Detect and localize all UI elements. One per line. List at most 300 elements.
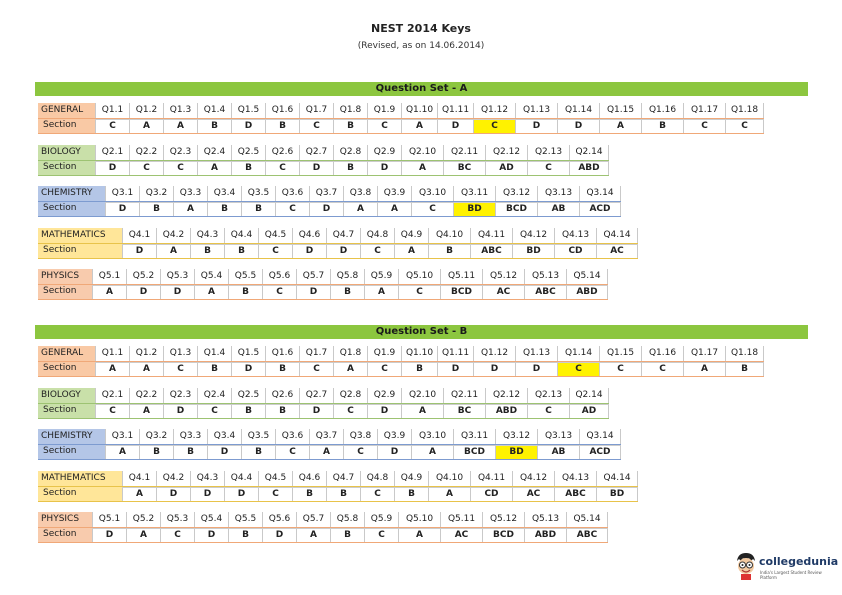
question-cell: Q3.10 [411,429,453,444]
answer-cell: AB [537,445,579,459]
answer-cell: BCD [482,528,524,542]
question-cell: Q1.2 [129,103,163,118]
section-general [38,346,764,377]
answer-cell: A [309,445,343,459]
question-cell: Q5.11 [440,512,482,527]
question-cell: Q4.5 [258,471,292,486]
answer-cell: D [194,528,228,542]
question-cell: Q2.5 [231,145,265,160]
question-row [38,471,638,487]
question-cell: Q5.7 [296,512,330,527]
section-biology [38,388,609,419]
question-cell: Q4.9 [394,471,428,486]
question-cell: Q1.12 [473,103,515,118]
section-mathematics [38,228,638,259]
question-cell: Q2.12 [485,145,527,160]
answer-cell: C [262,285,296,299]
question-cell: Q4.7 [326,228,360,243]
question-cell: Q1.7 [299,346,333,361]
answer-cell: B [228,528,262,542]
question-cell: Q1.6 [265,103,299,118]
question-cell: Q4.2 [156,228,190,243]
section-label: Section [38,528,92,542]
question-cell: Q4.12 [512,471,554,486]
answer-cell: C [129,161,163,175]
answer-cell: D [437,362,473,376]
question-cell: Q2.2 [129,388,163,403]
subject-label: CHEMISTRY [38,429,105,444]
answer-cell: A [394,244,428,258]
answer-cell: D [105,202,139,216]
subject-label: MATHEMATICS [38,228,122,243]
question-cell: Q4.6 [292,228,326,243]
question-cell: Q1.7 [299,103,333,118]
question-cell: Q3.14 [579,186,621,201]
question-cell: Q2.13 [527,388,569,403]
question-cell: Q2.10 [401,145,443,160]
answer-cell: B [641,119,683,133]
answer-cell: ABC [524,285,566,299]
answer-cell: B [394,487,428,501]
question-cell: Q4.10 [428,471,470,486]
section-chemistry [38,186,621,217]
answer-cell: B [292,487,326,501]
subject-label: CHEMISTRY [38,186,105,201]
answer-cell: B [231,404,265,418]
question-cell: Q2.9 [367,145,401,160]
question-cell: Q5.9 [364,512,398,527]
section-physics [38,269,608,300]
answer-cell: B [228,285,262,299]
answer-cell: D [557,119,599,133]
question-cell: Q5.11 [440,269,482,284]
answer-cell: C [641,362,683,376]
question-cell: Q4.9 [394,228,428,243]
answer-cell: B [428,244,470,258]
answer-cell: A [398,528,440,542]
question-cell: Q5.12 [482,269,524,284]
question-cell: Q3.3 [173,186,207,201]
question-cell: Q3.8 [343,186,377,201]
question-cell: Q4.12 [512,228,554,243]
answer-cell: C [599,362,641,376]
question-cell: Q2.8 [333,388,367,403]
question-cell: Q1.14 [557,346,599,361]
question-cell: Q1.16 [641,346,683,361]
answer-cell: A [156,244,190,258]
section-label: Section [38,487,122,501]
collegedunia-logo [734,551,839,581]
question-cell: Q2.4 [197,145,231,160]
answer-cell: D [126,285,160,299]
answer-cell: D [299,404,333,418]
question-cell: Q3.13 [537,186,579,201]
question-cell: Q4.6 [292,471,326,486]
question-cell: Q4.8 [360,471,394,486]
answer-cell: A [333,362,367,376]
question-cell: Q4.5 [258,228,292,243]
answer-cell: C [258,487,292,501]
question-cell: Q3.11 [453,186,495,201]
answer-cell: A [401,161,443,175]
question-cell: Q5.12 [482,512,524,527]
question-cell: Q3.2 [139,186,173,201]
question-cell: Q3.7 [309,186,343,201]
question-cell: Q1.6 [265,346,299,361]
answer-cell: BC [443,161,485,175]
question-cell: Q3.12 [495,186,537,201]
answer-row [38,119,764,134]
answer-cell: A [122,487,156,501]
question-cell: Q3.10 [411,186,453,201]
question-cell: Q2.5 [231,388,265,403]
answer-cell: A [129,119,163,133]
question-cell: Q1.10 [401,346,437,361]
question-cell: Q2.7 [299,145,333,160]
section-label: Section [38,202,105,216]
question-cell: Q1.8 [333,346,367,361]
mascot-face-icon [734,551,758,581]
answer-cell: D [160,285,194,299]
question-cell: Q3.5 [241,186,275,201]
question-cell: Q4.7 [326,471,360,486]
question-cell: Q4.4 [224,228,258,243]
answer-cell: ABD [569,161,609,175]
question-cell: Q5.10 [398,269,440,284]
question-cell: Q2.3 [163,145,197,160]
answer-cell: ABD [485,404,527,418]
question-cell: Q2.1 [95,388,129,403]
question-cell: Q1.1 [95,346,129,361]
question-cell: Q1.17 [683,103,725,118]
answer-cell: ACD [579,445,621,459]
question-cell: Q5.7 [296,269,330,284]
answer-cell: D [367,161,401,175]
question-cell: Q5.10 [398,512,440,527]
question-cell: Q1.3 [163,346,197,361]
answer-cell: D [296,285,330,299]
answer-cell: D [231,119,265,133]
question-cell: Q1.1 [95,103,129,118]
subject-label: BIOLOGY [38,145,95,160]
question-cell: Q1.4 [197,346,231,361]
question-cell: Q5.9 [364,269,398,284]
question-cell: Q4.13 [554,471,596,486]
section-label: Section [38,285,92,299]
answer-cell: AD [569,404,609,418]
question-cell: Q4.8 [360,228,394,243]
answer-cell: D [224,487,258,501]
question-cell: Q1.5 [231,346,265,361]
answer-cell: ACD [579,202,621,216]
answer-cell: ABD [524,528,566,542]
question-cell: Q3.9 [377,186,411,201]
question-cell: Q2.6 [265,145,299,160]
answer-cell: A [129,362,163,376]
answer-cell: A [126,528,160,542]
answer-cell: D [473,362,515,376]
answer-cell: B [139,445,173,459]
answer-cell: A [105,445,139,459]
answer-cell: D [377,445,411,459]
question-cell: Q4.13 [554,228,596,243]
question-row [38,186,621,202]
question-cell: Q2.14 [569,145,609,160]
question-cell: Q5.14 [566,512,608,527]
logo-tagline: India's Largest Student Review Platform [760,570,822,580]
answer-cell: B [265,119,299,133]
question-cell: Q4.3 [190,471,224,486]
question-cell: Q5.4 [194,269,228,284]
question-cell: Q1.15 [599,103,641,118]
answer-cell: C [265,161,299,175]
answer-cell: AC [482,285,524,299]
question-row [38,269,608,285]
question-cell: Q1.2 [129,346,163,361]
answer-cell: A [194,285,228,299]
answer-cell: B [197,119,231,133]
answer-cell: A [683,362,725,376]
answer-cell: CD [470,487,512,501]
question-cell: Q1.12 [473,346,515,361]
question-cell: Q3.6 [275,186,309,201]
answer-cell: C [163,161,197,175]
answer-row [38,202,621,217]
answer-cell: C [683,119,725,133]
answer-cell: D [262,528,296,542]
answer-cell: C [527,404,569,418]
answer-cell: C [163,362,197,376]
answer-cell: CD [554,244,596,258]
subject-label: GENERAL [38,346,95,361]
section-label: Section [38,445,105,459]
question-cell: Q2.11 [443,145,485,160]
question-cell: Q2.10 [401,388,443,403]
answer-cell: C [299,119,333,133]
question-row [38,145,609,161]
answer-cell: C [367,119,401,133]
answer-cell: D [326,244,360,258]
question-cell: Q4.14 [596,228,638,243]
question-cell: Q3.4 [207,429,241,444]
answer-cell: AD [485,161,527,175]
question-cell: Q3.13 [537,429,579,444]
answer-cell: B [173,445,207,459]
answer-cell: B [330,528,364,542]
question-cell: Q4.2 [156,471,190,486]
question-row [38,228,638,244]
answer-row [38,528,608,543]
question-cell: Q2.7 [299,388,333,403]
question-cell: Q5.8 [330,512,364,527]
answer-cell: B [190,244,224,258]
answer-cell: A [401,119,437,133]
answer-cell: C [360,487,394,501]
answer-row [38,445,621,460]
answer-cell: C [197,404,231,418]
question-set-title: Question Set - B [35,325,808,339]
answer-cell: B [207,202,241,216]
question-cell: Q5.14 [566,269,608,284]
answer-cell: ABC [470,244,512,258]
logo-name: collegedunia [759,555,839,568]
answer-cell: BCD [453,445,495,459]
question-cell: Q1.10 [401,103,437,118]
answer-cell: B [333,161,367,175]
question-cell: Q1.9 [367,346,401,361]
answer-cell: A [343,202,377,216]
question-cell: Q1.4 [197,103,231,118]
answer-cell: BCD [440,285,482,299]
question-cell: Q5.13 [524,269,566,284]
answer-cell: AB [537,202,579,216]
answer-cell: A [364,285,398,299]
answer-cell: B [265,404,299,418]
answer-cell: BC [443,404,485,418]
question-cell: Q3.11 [453,429,495,444]
question-cell: Q1.13 [515,346,557,361]
question-cell: Q4.1 [122,228,156,243]
question-cell: Q5.4 [194,512,228,527]
question-cell: Q1.14 [557,103,599,118]
answer-cell: A [173,202,207,216]
question-set-title: Question Set - A [35,82,808,96]
question-cell: Q2.4 [197,388,231,403]
answer-cell: B [231,161,265,175]
answer-cell: C [557,362,599,376]
answer-cell: BD [512,244,554,258]
question-cell: Q2.3 [163,388,197,403]
answer-cell: C [343,445,377,459]
question-cell: Q1.11 [437,346,473,361]
question-cell: Q1.13 [515,103,557,118]
question-cell: Q2.14 [569,388,609,403]
answer-cell: D [207,445,241,459]
answer-cell: D [299,161,333,175]
answer-cell: A [428,487,470,501]
answer-cell: C [333,404,367,418]
answer-row [38,244,638,259]
answer-cell: B [333,119,367,133]
question-row [38,346,764,362]
question-cell: Q4.3 [190,228,224,243]
answer-row [38,404,609,419]
question-cell: Q5.3 [160,512,194,527]
answer-cell: A [411,445,453,459]
answer-cell: D [163,404,197,418]
answer-cell: C [398,285,440,299]
answer-cell: C [160,528,194,542]
question-cell: Q5.13 [524,512,566,527]
question-cell: Q3.4 [207,186,241,201]
answer-cell: B [401,362,437,376]
section-label: Section [38,161,95,175]
answer-cell: A [197,161,231,175]
answer-cell: D [92,528,126,542]
subject-label: BIOLOGY [38,388,95,403]
section-label: Section [38,362,95,376]
question-cell: Q3.7 [309,429,343,444]
question-cell: Q3.8 [343,429,377,444]
answer-cell: C [258,244,292,258]
question-cell: Q1.8 [333,103,367,118]
answer-row [38,161,609,176]
question-cell: Q4.11 [470,471,512,486]
page-subtitle: (Revised, as on 14.06.2014) [357,41,485,51]
question-cell: Q1.11 [437,103,473,118]
section-general [38,103,764,134]
answer-cell: BCD [495,202,537,216]
question-cell: Q2.9 [367,388,401,403]
question-cell: Q4.10 [428,228,470,243]
question-cell: Q1.16 [641,103,683,118]
answer-cell: A [92,285,126,299]
question-row [38,429,621,445]
question-cell: Q5.2 [126,269,160,284]
answer-cell: AC [440,528,482,542]
answer-cell: C [299,362,333,376]
question-cell: Q1.18 [725,346,764,361]
question-cell: Q3.1 [105,186,139,201]
question-cell: Q4.4 [224,471,258,486]
answer-row [38,285,608,300]
answer-cell: B [241,445,275,459]
answer-cell: D [437,119,473,133]
answer-cell: D [122,244,156,258]
answer-cell: B [139,202,173,216]
question-cell: Q3.6 [275,429,309,444]
question-cell: Q3.12 [495,429,537,444]
answer-cell: C [364,528,398,542]
answer-cell: C [725,119,764,133]
answer-cell: D [515,362,557,376]
question-cell: Q5.5 [228,269,262,284]
question-cell: Q2.2 [129,145,163,160]
question-cell: Q5.8 [330,269,364,284]
question-cell: Q5.3 [160,269,194,284]
answer-cell: B [241,202,275,216]
subject-label: PHYSICS [38,512,92,527]
answer-cell: C [360,244,394,258]
question-cell: Q1.9 [367,103,401,118]
question-cell: Q4.1 [122,471,156,486]
answer-cell: BD [495,445,537,459]
answer-cell: D [231,362,265,376]
section-mathematics [38,471,638,502]
answer-cell: A [377,202,411,216]
answer-cell: AC [596,244,638,258]
question-cell: Q1.3 [163,103,197,118]
answer-cell: C [95,404,129,418]
question-cell: Q1.5 [231,103,265,118]
question-row [38,512,608,528]
answer-cell: ABC [554,487,596,501]
question-cell: Q2.11 [443,388,485,403]
question-cell: Q2.1 [95,145,129,160]
section-label: Section [38,404,95,418]
answer-cell: D [515,119,557,133]
section-label: Section [38,119,95,133]
question-cell: Q2.13 [527,145,569,160]
answer-cell: D [190,487,224,501]
question-cell: Q2.6 [265,388,299,403]
question-cell: Q4.11 [470,228,512,243]
page-title: NEST 2014 Keys [371,22,471,35]
question-cell: Q2.8 [333,145,367,160]
question-cell: Q5.1 [92,269,126,284]
answer-cell: D [95,161,129,175]
question-cell: Q5.2 [126,512,160,527]
